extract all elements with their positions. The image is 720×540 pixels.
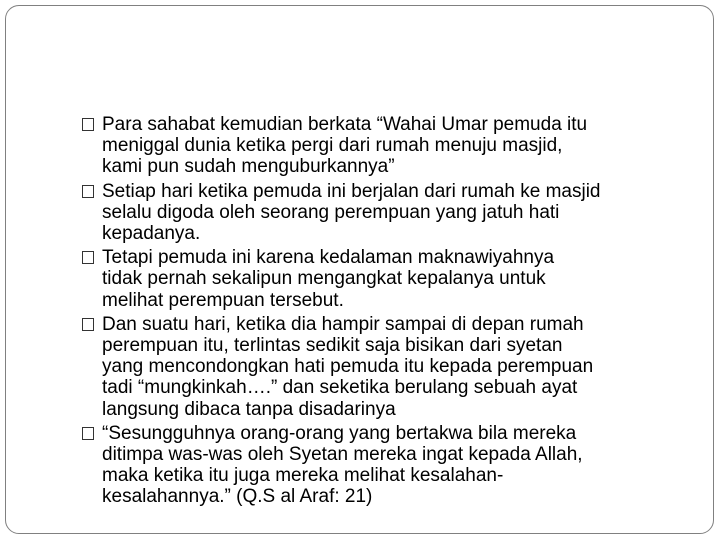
bullet-item-4	[82, 314, 692, 420]
empty-square-bullet-icon	[82, 427, 94, 440]
bullet-text: Setiap hari ketika pemuda ini berjalan dari rumah ke masjid selalu digoda oleh seorang perempuan yang jatuh hati kepadanya.	[102, 180, 601, 245]
bullet-text: “Sesungguhnya orang-orang yang bertakwa bila mereka ditimpa was-was oleh Syetan mereka ingat kepada Allah, maka ketika itu juga mereka melihat kesalahan- kesalahannya.” (Q.S al Araf: 21)	[102, 422, 583, 508]
empty-square-bullet-icon	[82, 185, 94, 198]
bullet-text: Tetapi pemuda ini karena kedalaman maknawiyahnya tidak pernah sekalipun mengangkat kepalanya untuk melihat perempuan tersebut.	[102, 247, 555, 311]
bullet-item-2	[82, 181, 692, 245]
empty-square-bullet-icon	[82, 318, 94, 331]
bullet-item-5	[82, 423, 692, 508]
empty-square-bullet-icon	[82, 118, 94, 131]
bullet-item-1	[82, 114, 692, 178]
empty-square-bullet-icon	[82, 251, 94, 264]
bullet-text: Para sahabat kemudian berkata “Wahai Umar pemuda itu meniggal dunia ketika pergi dari rumah menuju masjid, kami pun sudah menguburkannya”	[102, 114, 588, 178]
bullet-item-3	[82, 247, 692, 311]
bullet-list	[82, 114, 692, 511]
bullet-text: Dan suatu hari, ketika dia hampir sampai di depan rumah perempuan itu, terlintas sedikit saja bisikan dari syetan yang mencondongkan hati pemuda itu kepada perempuan tadi “mungkinkah….” dan seketika berulang sebuah ayat langsung dibaca tanpa disadarinya	[102, 313, 594, 420]
